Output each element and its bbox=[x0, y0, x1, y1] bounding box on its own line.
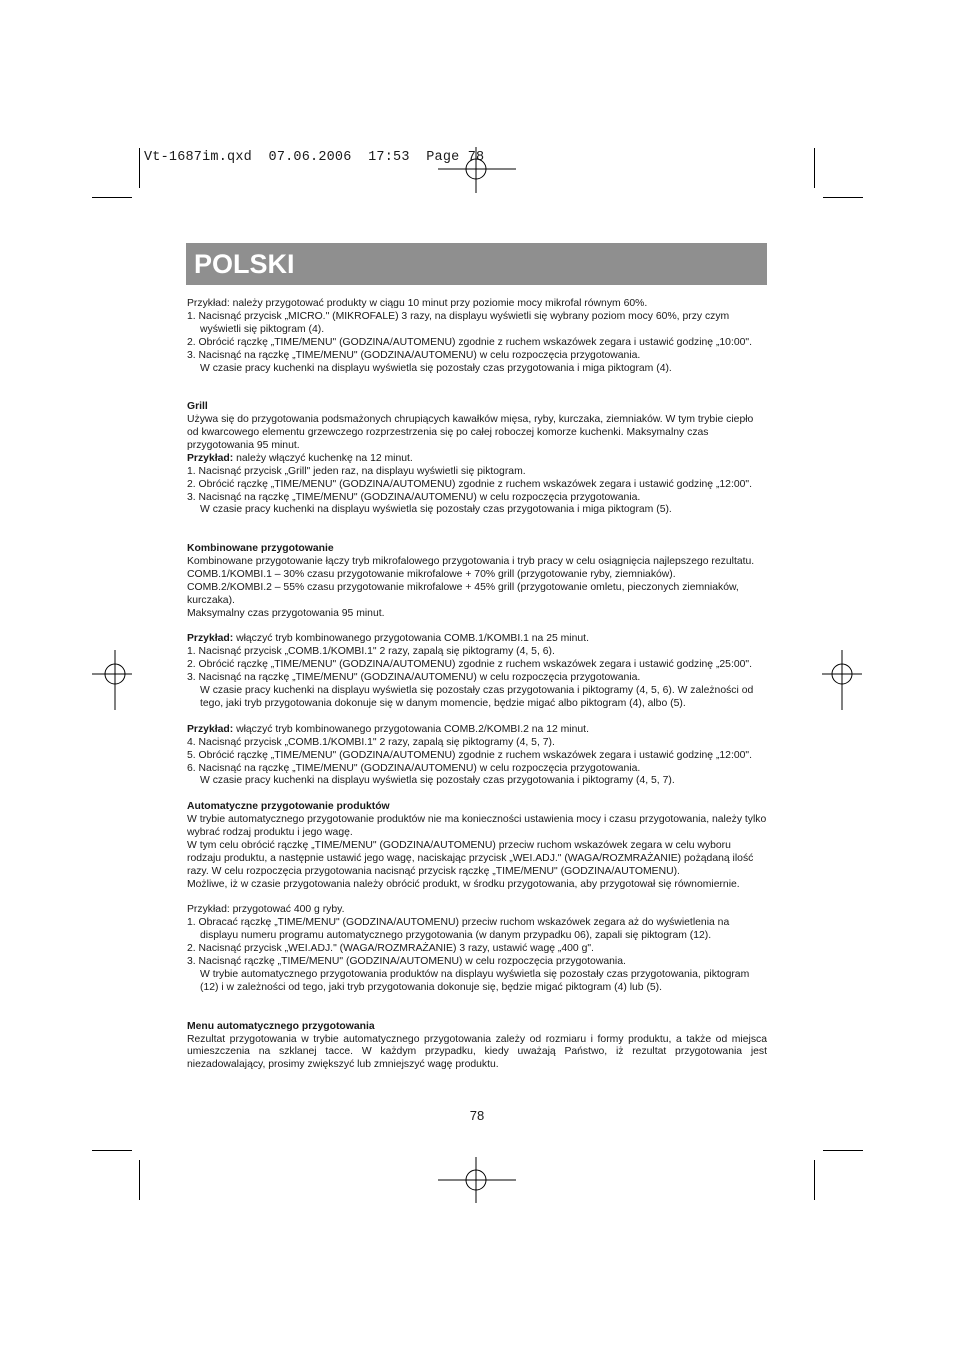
language-banner bbox=[186, 243, 767, 285]
auto-paragraph-1: W trybie automatycznego przygotowanie produktów nie ma konieczności ustawienia mocy i czasu przygotowania, należy tylko wybrać rodzaj produktu i jego wagę. bbox=[187, 814, 767, 839]
list-item: 2. Obrócić rączkę „TIME/MENU" (GODZINA/AUTOMENU) zgodnie z ruchem wskazówek zegara i ustawić godzinę „25:00". bbox=[187, 659, 752, 671]
grill-note: W czasie pracy kuchenki na displayu wyświetla się pozostały czas przygotowania i miga piktogram (5). bbox=[200, 504, 672, 516]
grill-description: Używa się do przygotowania podsmażonych chrupiących kawałków mięsa, ryby, kurczaka, ziemniaków. W tym trybie ciepło od kwarcowego elementu grzewczego rozprzestrzenia się po całej roboczej komorze kuchenki. Maksymalny czas przygotowania 95 minut. bbox=[187, 414, 754, 451]
crop-mark bbox=[814, 148, 815, 188]
menu-paragraph: Rezultat przygotowania w trybie automatycznego przygotowania zależy od rozmiaru i formy produktu, a także od miejsca umieszczenia na szklanej tacce. W każdym przypadku, kiedy uważają Państwo, iż rezultat przygotowania jest niezadowalający, prosimy zwiększyć lub zmniejszyć wagę produktu. bbox=[187, 1033, 767, 1071]
section-heading-auto: Automatyczne przygotowanie produktów bbox=[187, 801, 390, 813]
page-number: 78 bbox=[469, 1108, 485, 1123]
list-item: 1. Nacisnąć przycisk „Grill" jeden raz, na displayu wyświetli się piktogram. bbox=[187, 465, 526, 477]
list-item: 1. Obracać rączkę „TIME/MENU" (GODZINA/AUTOMENU) przeciw ruchom wskazówek zegara aż do wyświetlenia na displayu numeru programu automatycznego przygotowania (w danym przypadku 06), zapali się piktogram (12). bbox=[187, 917, 730, 942]
banner-title: POLSKI bbox=[194, 249, 295, 279]
crop-mark bbox=[823, 197, 863, 198]
combi-description: Kombinowane przygotowanie łączy tryb mikrofalowego przygotowania i tryb pracy w celu osiągnięcia najlepszego rezultatu. bbox=[187, 556, 755, 568]
list-item: 3. Nacisnąć rączkę „TIME/MENU" (GODZINA/AUTOMENU) w celu rozpoczęcia przygotowania. bbox=[187, 956, 626, 968]
example-text: włączyć tryb kombinowanego przygotowania COMB.2/KOMBI.2 na 12 minut. bbox=[233, 723, 589, 735]
section-heading-menu: Menu automatycznego przygotowania bbox=[187, 1020, 375, 1032]
list-item: 2. Obrócić rączkę „TIME/MENU" (GODZINA/AUTOMENU) zgodnie z ruchem wskazówek zegara i ustawić godzinę „12:00". bbox=[187, 478, 752, 490]
list-item: 3. Nacisnąć na rączkę „TIME/MENU" (GODZINA/AUTOMENU) w celu rozpoczęcia przygotowania. bbox=[187, 672, 641, 684]
auto-paragraph-2: W tym celu obrócić rączkę „TIME/MENU" (GODZINA/AUTOMENU) przeciw ruchom wskazówek zegara w celu wyboru rodzaju produktu, a następnie ustawić jego wagę, naciskając przycisk „WEI.ADJ." (WAGA/ROZMRAŻANIE) pożądaną ilość razy. W celu rozpoczęcia przygotowania nacisnąć przycisk rączkę „TIME/MENU" (GODZINA/AUTOMENU). bbox=[187, 839, 754, 877]
combi-example-1 bbox=[187, 633, 767, 646]
combi-mode-1: COMB.1/KOMBI.1 – 30% czasu przygotowanie mikrofalowe + 70% grill (przygotowanie ryby, ziemniaków). bbox=[187, 568, 676, 580]
example-label: Przykład: bbox=[187, 452, 234, 464]
combi-example-1-note: W czasie pracy kuchenki na displayu wyświetla się pozostały czas przygotowania i piktogramy (4, 5, 6). W zależności od tego, jaki tryb przygotowania dokonuje się w danym momencie, będzie migać albo piktogram (4), albo (5). bbox=[200, 685, 754, 710]
crop-mark bbox=[92, 197, 132, 198]
combi-example-2-note: W czasie pracy kuchenki na displayu wyświetla się pozostały czas przygotowania i piktogramy (4, 5, 7). bbox=[200, 775, 675, 787]
list-item: 3. Nacisnąć na rączkę „TIME/MENU" (GODZINA/AUTOMENU) w celu rozpoczęcia przygotowania. bbox=[187, 491, 641, 503]
combi-max-time: Maksymalny czas przygotowania 95 minut. bbox=[187, 607, 385, 619]
list-item: 1. Nacisnąć przycisk „COMB.1/KOMBI.1" 2 razy, zapalą się piktogramy (4, 5, 6). bbox=[187, 646, 555, 658]
example-label: Przykład: bbox=[187, 723, 234, 735]
list-item: 1. Nacisnąć przycisk „MICRO." (MIKROFALE) 3 razy, na displayu wyświetli się wybrany poziom mocy 60%, przy czym wyświetli się piktogram (4). bbox=[187, 310, 730, 335]
example-text: należy włączyć kuchenkę na 12 minut. bbox=[233, 452, 413, 464]
combi-mode-2: COMB.2/KOMBI.2 – 55% czasu przygotowanie mikrofalowe + 45% grill (przygotowanie omletu, pieczonych ziemniaków, kurczaka). bbox=[187, 581, 739, 606]
crop-mark bbox=[823, 1150, 863, 1151]
registration-mark-bottom bbox=[437, 1155, 517, 1205]
list-item: 4. Nacisnąć przycisk „COMB.1/KOMBI.1" 2 razy, zapalą się piktogramy (4, 5, 7). bbox=[187, 736, 555, 748]
list-item: 3. Nacisnąć na rączkę „TIME/MENU" (GODZINA/AUTOMENU) w celu rozpoczęcia przygotowania. bbox=[187, 349, 641, 361]
list-item: 6. Nacisnąć na rączkę „TIME/MENU" (GODZINA/AUTOMENU) w celu rozpoczęcia przygotowania. bbox=[187, 762, 641, 774]
auto-paragraph-3: Możliwe, iż w czasie przygotowania należy obrócić produkt, w środku przygotowania, aby przygotował się równomiernie. bbox=[187, 878, 740, 890]
crop-mark bbox=[92, 1150, 132, 1151]
crop-mark bbox=[139, 1160, 140, 1200]
registration-mark-right bbox=[822, 650, 862, 710]
section-heading-grill: Grill bbox=[187, 401, 208, 413]
registration-mark-left bbox=[92, 650, 132, 710]
grill-example bbox=[187, 453, 767, 466]
crop-mark bbox=[814, 1160, 815, 1200]
registration-mark-top bbox=[437, 145, 517, 195]
list-item: 5. Obrócić rączkę „TIME/MENU" (GODZINA/AUTOMENU) zgodnie z ruchem wskazówek zegara i ustawić godzinę „12:00". bbox=[187, 749, 752, 761]
section-heading-combi: Kombinowane przygotowanie bbox=[187, 543, 334, 555]
auto-example: Przykład: przygotować 400 g ryby. bbox=[187, 904, 345, 916]
micro-note: W czasie pracy kuchenki na displayu wyświetla się pozostały czas przygotowania i miga piktogram (4). bbox=[200, 362, 672, 374]
example-text: włączyć tryb kombinowanego przygotowania COMB.1/KOMBI.1 na 25 minut. bbox=[233, 633, 589, 645]
auto-note: W trybie automatycznego przygotowania produktów na displayu wyświetla się pozostały czas przygotowania, piktogram (12) i w zależności od tego, jaki tryb przygotowania dokonuje się, będzie migać piktogram (4) lub (5). bbox=[200, 969, 750, 993]
combi-example-2 bbox=[187, 724, 767, 737]
page-content bbox=[187, 298, 767, 1072]
crop-mark bbox=[139, 148, 140, 188]
print-slug: Vt-1687im.qxd 07.06.2006 17:53 Page 78 bbox=[144, 150, 485, 165]
list-item: 2. Obrócić rączkę „TIME/MENU" (GODZINA/AUTOMENU) zgodnie z ruchem wskazówek zegara i ustawić godzinę „10:00". bbox=[187, 336, 752, 348]
micro-intro: Przykład: należy przygotować produkty w ciągu 10 minut przy poziomie mocy mikrofal równym 60%. bbox=[187, 298, 648, 309]
example-label: Przykład: bbox=[187, 633, 234, 645]
list-item: 2. Nacisnąć przycisk „WEI.ADJ." (WAGA/ROZMRAŻANIE) 3 razy, ustawić wagę „400 g". bbox=[187, 943, 594, 955]
